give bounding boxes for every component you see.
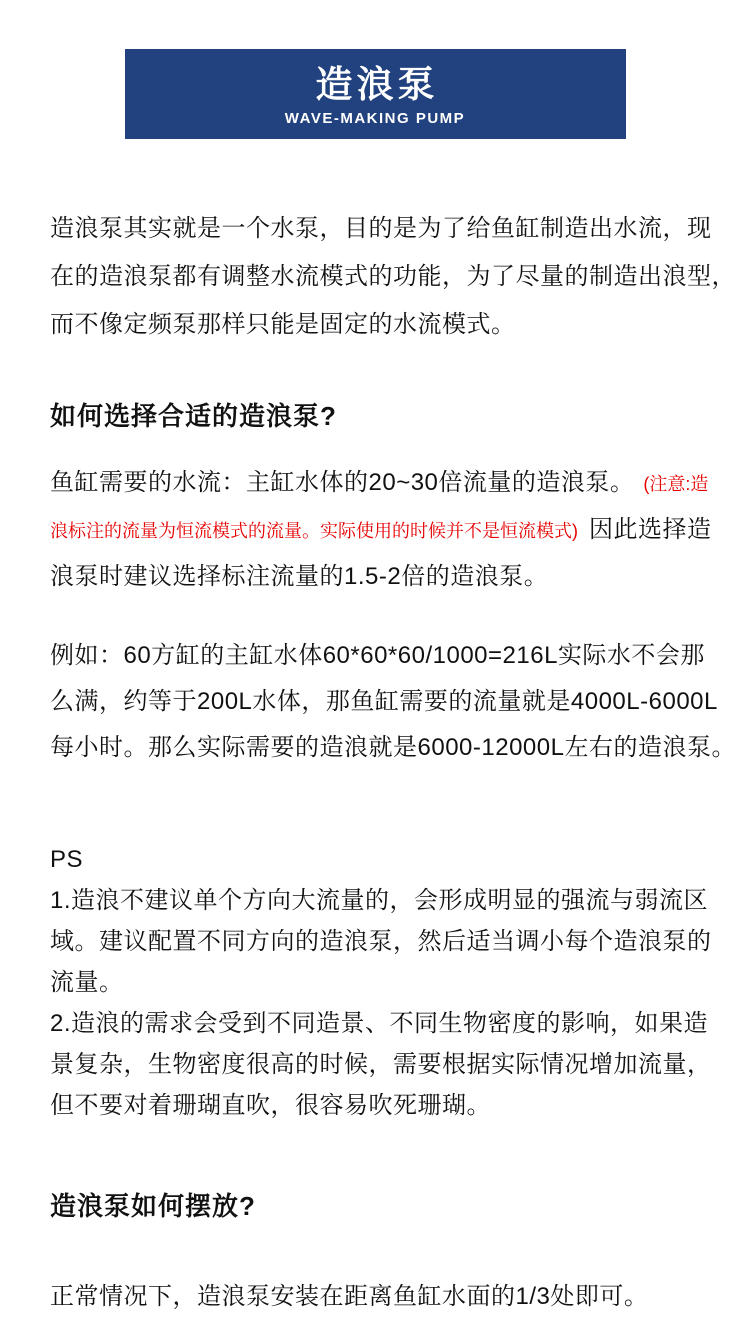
banner-subtitle: WAVE-MAKING PUMP (284, 110, 466, 127)
placement-line: 正常情况下，造浪泵安装在距离鱼缸水面的1/3处即可。 (50, 1283, 649, 1310)
placement-paragraph (0, 1274, 750, 1320)
flow-text: 因此选择造 (589, 516, 712, 543)
ps-label: PS (50, 846, 84, 873)
intro-paragraph (0, 205, 750, 349)
flow-line (50, 507, 750, 554)
ps-item-2-line: 2.造浪的需求会受到不同造景、不同生物密度的影响，如果造 (50, 1010, 709, 1037)
section-heading-how-to-choose: 如何选择合适的造浪泵? (50, 401, 337, 431)
ps-item-2-line: 但不要对着珊瑚直吹，很容易吹死珊瑚。 (50, 1092, 491, 1119)
example-line: 例如：60方缸的主缸水体60*60*60/1000=216L实际水不会那 (50, 642, 705, 669)
intro-line: 造浪泵其实就是一个水泵，目的是为了给鱼缸制造出水流，现 (50, 215, 712, 242)
example-paragraph (0, 633, 750, 771)
section-heading-placement: 造浪泵如何摆放? (50, 1191, 256, 1221)
ps-item-1-line: 1.造浪不建议单个方向大流量的，会形成明显的强流与弱流区 (50, 887, 709, 914)
flow-text: 鱼缸需要的水流：主缸水体的20~30倍流量的造浪泵。 (50, 469, 635, 496)
flow-note-red: 浪标注的流量为恒流模式的流量。实际使用的时候并不是恒流模式) (50, 521, 578, 541)
flow-line (50, 460, 750, 507)
ps-notes-block (0, 839, 750, 1126)
example-line: 么满，约等于200L水体，那鱼缸需要的流量就是4000L-6000L (50, 688, 718, 715)
flow-line: 浪泵时建议选择标注流量的1.5-2倍的造浪泵。 (50, 563, 549, 590)
ps-item-2-line: 景复杂，生物密度很高的时候，需要根据实际情况增加流量， (50, 1051, 712, 1078)
header-banner (125, 49, 626, 139)
ps-item-1-line: 域。建议配置不同方向的造浪泵，然后适当调小每个造浪泵的 (50, 928, 712, 955)
example-line: 每小时。那么实际需要的造浪就是6000-12000L左右的造浪泵。 (50, 734, 736, 761)
ps-item-1-line: 流量。 (50, 969, 124, 996)
flow-note-red: (注意:造 (643, 474, 709, 494)
banner-title: 造浪泵 (315, 64, 439, 105)
flow-requirement-paragraph (0, 460, 750, 600)
intro-line: 在的造浪泵都有调整水流模式的功能，为了尽量的制造出浪型， (50, 263, 736, 290)
intro-line: 而不像定频泵那样只能是固定的水流模式。 (50, 311, 516, 338)
